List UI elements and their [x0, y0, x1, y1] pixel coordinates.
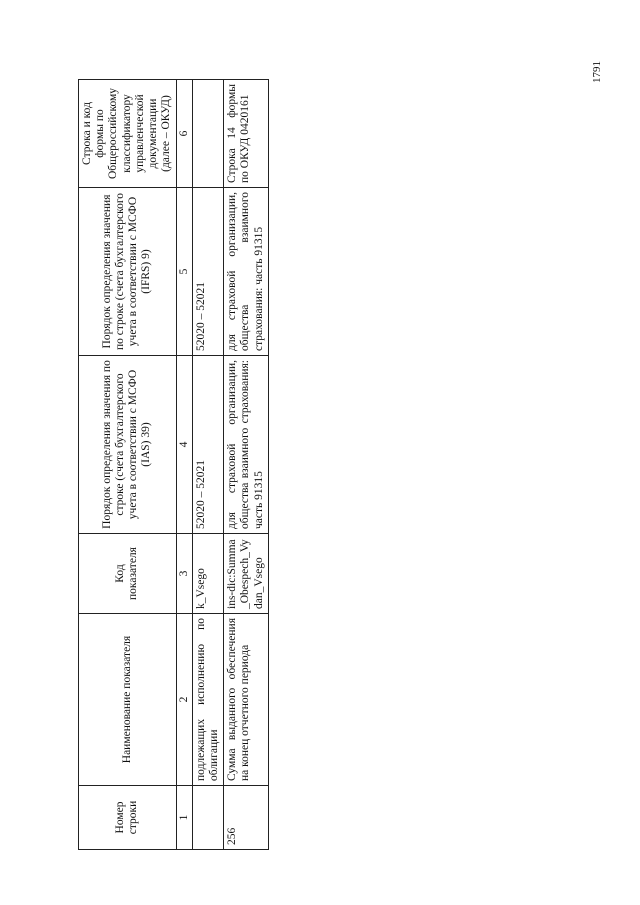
header-line-number: Номер строки [79, 786, 177, 850]
table-row [192, 80, 223, 850]
row-number [192, 786, 223, 850]
column-number: 4 [176, 356, 192, 534]
row-indicator-code: ins-dic:Summa_Obespech_Vydan_Vsego [224, 534, 269, 614]
rotated-table-container [78, 80, 563, 850]
row-okud-form [192, 80, 223, 188]
row-ifrs9-method: 52020 – 52021 [192, 188, 223, 356]
row-number: 256 [224, 786, 269, 850]
column-number: 2 [176, 614, 192, 786]
header-ias39-method: Порядок определения значения по строке (счета бухгалтерского учета в соответствии с МСФО (IAS) 39) [79, 356, 177, 534]
column-number: 6 [176, 80, 192, 188]
header-indicator-code: Код показателя [79, 534, 177, 614]
header-okud-form: Строка и код формы по Общероссийскому классификатору управленческой документации (далее – ОКУД) [79, 80, 177, 188]
row-ias39-method: 52020 – 52021 [192, 356, 223, 534]
table-row [224, 80, 269, 850]
column-number-row [176, 80, 192, 850]
row-okud-form: Строка 14 формы по ОКУД 0420161 [224, 80, 269, 188]
indicator-table [78, 79, 269, 850]
column-number: 1 [176, 786, 192, 850]
row-indicator-name: подлежащих исполнению по облигации [192, 614, 223, 786]
header-indicator-name: Наименование показателя [79, 614, 177, 786]
row-ias39-method: для страховой организации, общества взаимного страхования: часть 91315 [224, 356, 269, 534]
page-number: 1791 [591, 61, 603, 83]
column-number: 3 [176, 534, 192, 614]
header-ifrs9-method: Порядок определения значения по строке (счета бухгалтерского учета в соответствии с МСФО (IFRS) 9) [79, 188, 177, 356]
header-row [79, 80, 177, 850]
row-indicator-name: Сумма выданного обеспечения на конец отчетного периода [224, 614, 269, 786]
row-ifrs9-method: для страховой организации, общества взаимного страхования: часть 91315 [224, 188, 269, 356]
row-indicator-code: k_Vsego [192, 534, 223, 614]
column-number: 5 [176, 188, 192, 356]
